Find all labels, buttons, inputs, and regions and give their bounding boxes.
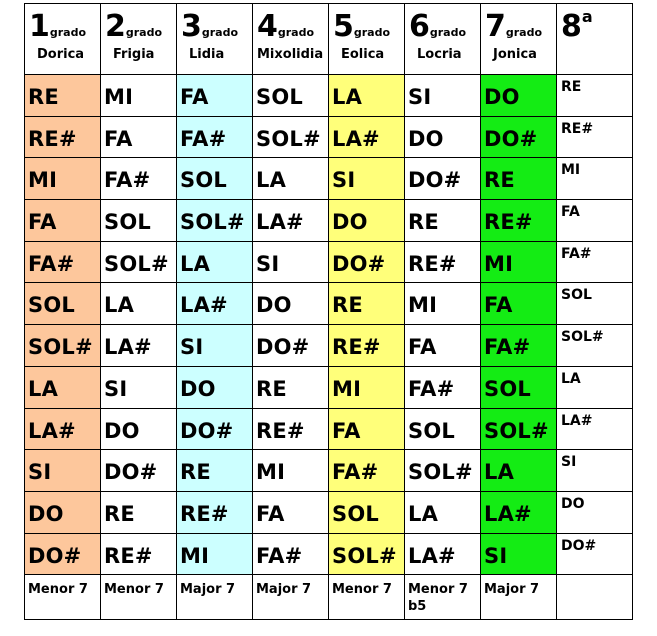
note-name: SI	[408, 85, 432, 109]
chord-quality: Major 7	[256, 582, 312, 598]
chord-quality-cell	[405, 575, 481, 620]
chord-quality-cell	[101, 575, 177, 620]
note-cell	[253, 75, 329, 117]
note-cell	[481, 533, 557, 575]
note-name: LA#	[484, 501, 532, 526]
note-name: DO	[256, 293, 292, 318]
note-cell	[101, 75, 177, 117]
note-cell	[25, 75, 101, 117]
note-cell	[253, 158, 329, 200]
chord-quality: Menor 7	[104, 582, 164, 598]
note-cell	[177, 116, 253, 158]
note-row	[25, 325, 633, 367]
note-cell	[329, 325, 405, 367]
note-cell	[557, 533, 633, 575]
note-name: DO	[104, 418, 140, 443]
mode-name: Frigia	[113, 47, 155, 62]
note-cell	[101, 408, 177, 450]
note-row	[25, 158, 633, 200]
note-name: DO#	[28, 543, 82, 568]
note-cell	[557, 325, 633, 367]
note-name: RE#	[28, 126, 77, 151]
note-name: LA	[180, 251, 211, 276]
note-cell	[101, 491, 177, 533]
note-name: SI	[332, 168, 356, 193]
chord-quality-cell	[25, 575, 101, 620]
note-cell	[253, 450, 329, 492]
note-name: RE	[561, 79, 582, 95]
note-name: DO	[408, 126, 444, 151]
note-cell	[101, 116, 177, 158]
note-name: RE	[28, 85, 59, 109]
note-cell	[557, 408, 633, 450]
note-cell	[253, 533, 329, 575]
note-cell	[329, 366, 405, 408]
note-name: SOL	[104, 210, 151, 235]
note-name: SOL#	[180, 210, 245, 235]
note-name: MI	[180, 543, 210, 568]
note-name: SOL	[484, 376, 531, 401]
note-name: DO#	[332, 251, 386, 276]
note-cell	[25, 408, 101, 450]
note-cell	[253, 116, 329, 158]
note-name: DO#	[484, 126, 538, 151]
mode-name: Eolica	[341, 47, 385, 62]
note-name: SI	[104, 376, 128, 401]
note-cell	[25, 283, 101, 325]
note-row	[25, 533, 633, 575]
note-name: FA#	[408, 376, 455, 401]
note-cell	[557, 491, 633, 533]
degree-label: grado	[49, 26, 87, 39]
mode-name: Locria	[417, 47, 462, 62]
note-name: SI	[180, 335, 204, 360]
header-degree-4	[253, 4, 329, 75]
note-name: RE	[180, 460, 211, 485]
note-cell	[101, 200, 177, 242]
note-name: SOL#	[408, 460, 473, 485]
note-name: MI	[104, 85, 134, 109]
note-cell	[253, 408, 329, 450]
note-cell	[481, 491, 557, 533]
note-name: MI	[28, 168, 58, 193]
note-cell	[405, 450, 481, 492]
degree-number: 5	[333, 9, 354, 44]
chord-quality	[557, 575, 632, 581]
note-name: RE#	[104, 543, 153, 568]
note-cell	[405, 200, 481, 242]
header-octave	[557, 4, 633, 75]
note-name: MI	[256, 460, 286, 485]
mode-name: Mixolidia	[257, 47, 324, 62]
note-cell	[481, 200, 557, 242]
note-row	[25, 408, 633, 450]
mode-name: Dorica	[37, 47, 85, 62]
note-name: RE#	[408, 251, 457, 276]
note-cell	[177, 158, 253, 200]
note-name: RE	[408, 210, 439, 235]
note-cell	[101, 533, 177, 575]
note-cell	[405, 75, 481, 117]
note-row	[25, 241, 633, 283]
note-name: RE#	[332, 335, 381, 360]
note-cell	[25, 241, 101, 283]
note-cell	[481, 366, 557, 408]
note-name: FA#	[561, 245, 592, 262]
note-name: DO	[561, 495, 585, 512]
header-degree-3	[177, 4, 253, 75]
note-cell	[329, 408, 405, 450]
header-degree-1	[25, 4, 101, 75]
note-name: MI	[561, 162, 581, 179]
note-cell	[557, 75, 633, 117]
note-cell	[481, 75, 557, 117]
mode-name: Lidia	[189, 47, 225, 62]
chord-quality: Major 7	[484, 582, 540, 598]
note-cell	[481, 450, 557, 492]
note-name: FA#	[332, 460, 379, 485]
note-name: DO	[484, 85, 520, 109]
note-name: LA#	[104, 335, 152, 360]
note-name: FA	[104, 126, 133, 151]
note-cell	[329, 116, 405, 158]
note-cell	[177, 366, 253, 408]
note-cell	[101, 158, 177, 200]
note-name: SOL	[408, 418, 455, 443]
note-cell	[101, 450, 177, 492]
degree-label: grado	[125, 26, 163, 39]
note-cell	[177, 450, 253, 492]
chord-quality: Major 7	[180, 582, 236, 598]
header-degree-7	[481, 4, 557, 75]
note-cell	[177, 75, 253, 117]
note-name: SOL#	[28, 335, 93, 360]
note-name: LA#	[256, 210, 304, 235]
note-cell	[25, 158, 101, 200]
note-name: FA#	[180, 126, 227, 151]
note-cell	[253, 200, 329, 242]
note-name: LA	[256, 168, 287, 193]
note-name: LA#	[332, 126, 380, 151]
degree-label: grado	[505, 26, 543, 39]
note-name: SI	[28, 460, 52, 485]
note-cell	[481, 408, 557, 450]
note-cell	[405, 158, 481, 200]
note-cell	[557, 241, 633, 283]
note-cell	[25, 325, 101, 367]
note-name: RE	[332, 293, 363, 318]
note-cell	[405, 491, 481, 533]
note-name: LA#	[180, 293, 228, 318]
degree-number: 7	[485, 9, 506, 44]
note-name: LA	[484, 460, 515, 485]
note-cell	[25, 533, 101, 575]
note-name: FA#	[484, 335, 531, 360]
note-cell	[177, 200, 253, 242]
note-cell	[557, 116, 633, 158]
note-name: SOL#	[332, 543, 397, 568]
degree-number: 8	[561, 9, 582, 44]
note-cell	[405, 533, 481, 575]
note-cell	[481, 283, 557, 325]
note-name: FA	[561, 204, 580, 221]
note-cell	[329, 283, 405, 325]
note-name: MI	[484, 251, 514, 276]
degree-label: grado	[429, 26, 467, 39]
chord-quality-cell	[253, 575, 329, 620]
degree-number: 6	[409, 9, 430, 44]
note-name: SOL#	[561, 329, 604, 346]
scale-degree-table	[24, 3, 633, 620]
note-name: SOL#	[104, 251, 169, 276]
note-row	[25, 366, 633, 408]
note-cell	[481, 116, 557, 158]
note-name: SOL	[332, 501, 379, 526]
note-name: FA#	[28, 251, 75, 276]
note-name: RE	[104, 501, 135, 526]
note-cell	[253, 283, 329, 325]
note-cell	[405, 283, 481, 325]
header-degree-6	[405, 4, 481, 75]
note-cell	[557, 366, 633, 408]
note-name: SOL	[28, 293, 75, 318]
note-cell	[101, 241, 177, 283]
note-cell	[177, 325, 253, 367]
note-name: SOL	[561, 287, 592, 304]
note-name: DO#	[180, 418, 234, 443]
note-name: RE	[256, 376, 287, 401]
note-cell	[177, 241, 253, 283]
note-cell	[557, 158, 633, 200]
chord-quality-row	[25, 575, 633, 620]
chord-quality-cell	[481, 575, 557, 620]
note-cell	[405, 116, 481, 158]
note-cell	[253, 366, 329, 408]
note-name: SOL#	[484, 418, 549, 443]
mode-name: Jonica	[493, 47, 537, 62]
note-name: FA#	[256, 543, 303, 568]
note-row	[25, 75, 633, 117]
note-name: RE#	[561, 120, 594, 137]
chord-quality-cell	[329, 575, 405, 620]
note-name: RE#	[180, 501, 229, 526]
note-name: DO	[180, 376, 216, 401]
note-cell	[253, 241, 329, 283]
degree-number: 4	[257, 9, 278, 44]
degree-label: grado	[277, 26, 315, 39]
note-name: LA	[408, 501, 439, 526]
note-name: LA#	[28, 418, 76, 443]
note-cell	[405, 366, 481, 408]
note-cell	[481, 325, 557, 367]
note-cell	[25, 491, 101, 533]
note-cell	[253, 491, 329, 533]
note-cell	[557, 200, 633, 242]
note-row	[25, 116, 633, 158]
note-cell	[177, 408, 253, 450]
note-name: DO#	[408, 168, 462, 193]
note-cell	[329, 158, 405, 200]
note-cell	[101, 366, 177, 408]
note-name: DO#	[561, 537, 597, 554]
header-row	[25, 4, 633, 75]
note-name: DO#	[256, 335, 310, 360]
note-name: DO	[28, 501, 64, 526]
note-cell	[329, 241, 405, 283]
note-row	[25, 283, 633, 325]
note-name: MI	[408, 293, 438, 318]
note-name: SI	[484, 543, 508, 568]
note-name: LA#	[408, 543, 456, 568]
note-row	[25, 200, 633, 242]
chord-quality: Menor 7	[332, 582, 392, 598]
note-name: LA	[561, 370, 581, 387]
note-name: LA	[28, 376, 59, 401]
note-cell	[177, 533, 253, 575]
note-name: FA	[484, 293, 513, 318]
note-name: SOL	[180, 168, 227, 193]
note-cell	[557, 283, 633, 325]
octave-superscript: a	[581, 7, 593, 26]
header-degree-5	[329, 4, 405, 75]
note-name: RE#	[484, 210, 533, 235]
note-name: FA	[28, 210, 57, 235]
note-name: SOL#	[256, 126, 321, 151]
note-row	[25, 491, 633, 533]
note-cell	[329, 533, 405, 575]
note-cell	[329, 75, 405, 117]
degree-label: grado	[201, 26, 239, 39]
note-cell	[405, 408, 481, 450]
note-name: LA	[332, 85, 363, 109]
note-cell	[253, 325, 329, 367]
note-cell	[329, 450, 405, 492]
note-cell	[25, 116, 101, 158]
chord-quality: Menor 7	[28, 582, 88, 598]
note-cell	[101, 283, 177, 325]
header-degree-2	[101, 4, 177, 75]
note-name: DO#	[104, 460, 158, 485]
note-cell	[481, 241, 557, 283]
note-cell	[25, 200, 101, 242]
note-cell	[405, 325, 481, 367]
note-name: FA	[408, 335, 437, 360]
note-name: RE#	[256, 418, 305, 443]
degree-number: 3	[181, 9, 202, 44]
note-cell	[177, 283, 253, 325]
note-name: SI	[256, 251, 280, 276]
note-row	[25, 450, 633, 492]
note-name: LA	[104, 293, 135, 318]
chord-quality-cell	[557, 575, 633, 620]
note-cell	[329, 491, 405, 533]
note-cell	[557, 450, 633, 492]
note-cell	[481, 158, 557, 200]
note-name: SOL	[256, 85, 303, 109]
note-name: RE	[484, 168, 515, 193]
chord-quality-cell	[177, 575, 253, 620]
note-name: MI	[332, 376, 362, 401]
degree-label: grado	[353, 26, 391, 39]
chord-quality: Menor 7 b5	[408, 582, 468, 615]
degree-number: 1	[29, 9, 50, 44]
note-cell	[25, 366, 101, 408]
note-cell	[405, 241, 481, 283]
note-name: SI	[561, 454, 577, 471]
note-cell	[177, 491, 253, 533]
note-cell	[329, 200, 405, 242]
note-name: DO	[332, 210, 368, 235]
note-name: FA	[180, 85, 209, 109]
note-name: LA#	[561, 412, 593, 429]
note-cell	[25, 450, 101, 492]
degree-number: 2	[105, 9, 126, 44]
note-cell	[101, 325, 177, 367]
note-name: FA#	[104, 168, 151, 193]
note-name: FA	[256, 501, 285, 526]
note-name: FA	[332, 418, 361, 443]
